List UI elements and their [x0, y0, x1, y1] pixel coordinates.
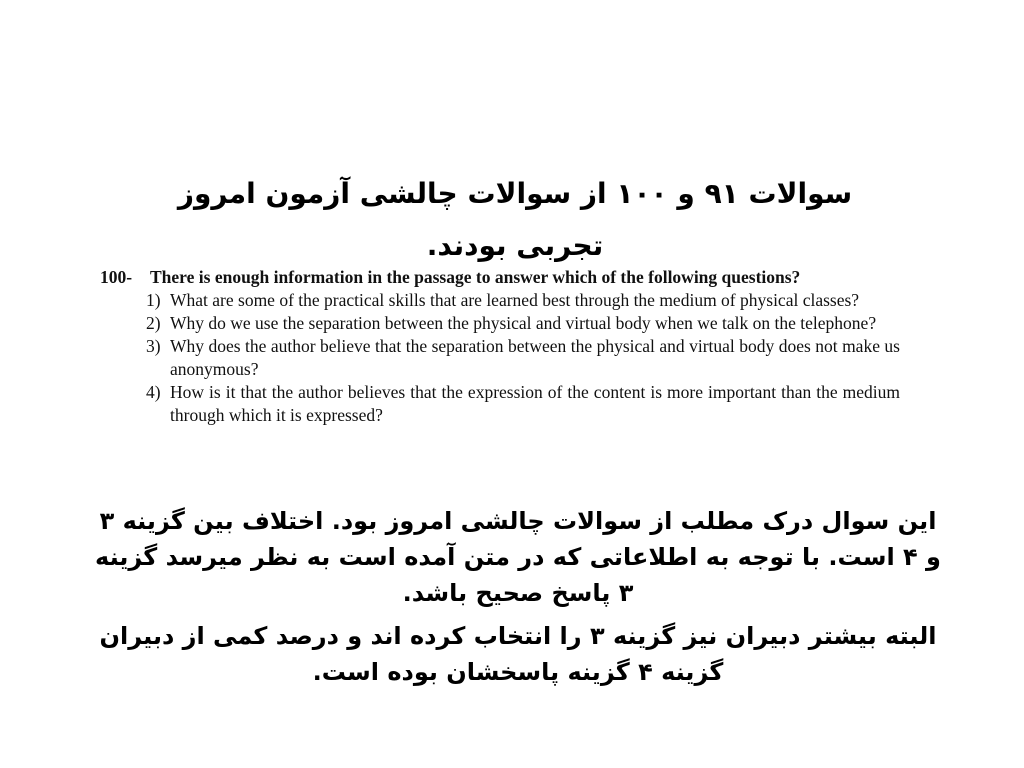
option-1: [100, 289, 900, 312]
option-number: 4): [146, 382, 161, 402]
option-2: [100, 312, 900, 335]
option-text: Why does the author believe that the separation between the physical and virtual body does not make us anonymous?: [170, 336, 900, 379]
option-text: How is it that the author believes that the expression of the content is more important than the medium through which it is expressed?: [170, 382, 900, 425]
explanation-paragraph: این سوال درک مطلب از سوالات چالشی امروز بود. اختلاف بین گزینه ۳ و ۴ است. با توجه به اطلاعاتی که در متن آمده است به نظر میرسد گزینه ۳ پاسخ صحیح باشد.: [95, 507, 941, 607]
question-stem: [100, 266, 900, 289]
option-3: [100, 335, 900, 381]
option-4: [100, 381, 900, 427]
option-number: 3): [146, 336, 161, 356]
slide-title: سوالات ۹۱ و ۱۰۰ از سوالات چالشی آزمون امروز تجربی بودند.: [177, 177, 853, 262]
question-stem-text: There is enough information in the passage to answer which of the following questions?: [150, 267, 801, 287]
question-number: 100-: [100, 267, 133, 287]
option-text: What are some of the practical skills that are learned best through the medium of physical classes?: [170, 290, 860, 310]
option-number: 1): [146, 290, 161, 310]
question-image-block: [100, 266, 900, 427]
teachers-note-paragraph: البته بیشتر دبیران نیز گزینه ۳ را انتخاب کرده اند و درصد کمی از دبیران گزینه ۴ گزینه پاسخشان بوده است.: [99, 622, 937, 686]
option-number: 2): [146, 313, 161, 333]
option-text: Why do we use the separation between the physical and virtual body when we talk on the telephone?: [170, 313, 877, 333]
